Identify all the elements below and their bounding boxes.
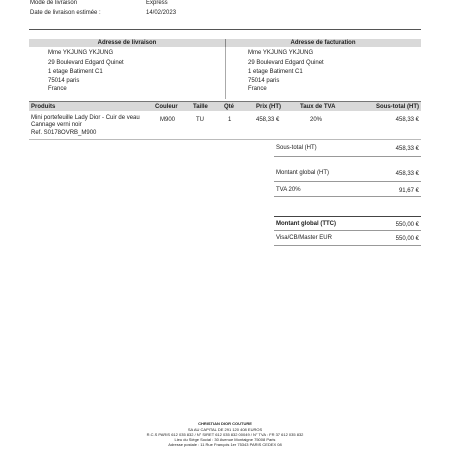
delivery-address-title: Adresse de livraison [97, 40, 157, 46]
product-color: M900 [160, 117, 176, 123]
delivery-extra: 1 etage Batiment C1 [48, 69, 103, 75]
delivery-name: Mme YKJUNG YKJUNG [48, 50, 114, 56]
address-column-divider [225, 47, 226, 99]
global-ht-rule [274, 181, 421, 182]
col-qty: Qté [224, 104, 235, 110]
billing-name: Mme YKJUNG YKJUNG [248, 50, 314, 56]
delivery-country: France [48, 86, 67, 92]
col-subtotal: Sous-total (HT) [376, 104, 419, 110]
delivery-date-label: Date de livraison estimée : [30, 10, 101, 16]
subtotal-value: 458,33 € [395, 146, 419, 152]
footer-company: CHRISTIAN DIOR COUTURE [198, 421, 252, 426]
tva-value: 91,67 € [398, 188, 419, 194]
product-subtotal: 458,33 € [395, 117, 419, 123]
footer-postal: Adresse postale : 11 Rue François 1er 75343 PARIS CEDEX 08 [168, 442, 282, 447]
payment-method-label: Visa/CB/Master EUR [276, 235, 332, 241]
product-name-line2: Cannage verni noir [31, 122, 82, 128]
product-size: TU [196, 117, 204, 123]
col-price: Prix (HT) [256, 104, 282, 110]
payment-method-value: 550,00 € [395, 236, 419, 242]
subtotal-label: Sous-total (HT) [276, 145, 317, 151]
delivery-mode-value: Express [146, 0, 168, 6]
global-ht-value: 458,33 € [395, 171, 419, 177]
delivery-date-value: 14/02/2023 [146, 10, 177, 16]
tva-label: TVA 20% [276, 187, 301, 193]
payment-rule [274, 245, 421, 246]
col-product: Produits [31, 104, 56, 110]
col-size: Taille [193, 104, 208, 110]
footer-seat: Lieu du Siège Social : 30 Avenue Montaigne 75008 Paris [174, 437, 276, 442]
product-qty: 1 [228, 117, 232, 123]
delivery-mode-label: Mode de livraison [30, 0, 78, 6]
product-vat-rate: 20% [310, 117, 323, 123]
footer-rcs: R.C.S PARIS 612 035 832 / N° SIRET 612 035 832 00049 / N° TVA : FR 37 612 035 832 [146, 432, 304, 437]
tva-rule [274, 196, 421, 197]
global-ht-label: Montant global (HT) [276, 170, 330, 176]
global-ttc-label: Montant global (TTC) [276, 221, 336, 227]
billing-extra: 1 etage Batiment C1 [248, 69, 303, 75]
product-price: 458,33 € [256, 117, 280, 123]
col-vat-rate: Taux de TVA [300, 104, 336, 110]
col-color: Couleur [155, 104, 178, 110]
billing-city: 75014 paris [248, 78, 280, 84]
global-ttc-value: 550,00 € [395, 222, 419, 228]
product-name-line1: Mini portefeuille Lady Dior - Cuir de veau [31, 115, 140, 121]
billing-address-title: Adresse de facturation [290, 40, 356, 46]
global-ttc-rule [274, 230, 421, 231]
table-bottom-rule [29, 139, 421, 140]
delivery-street: 29 Boulevard Edgard Quinet [48, 60, 124, 66]
delivery-city: 75014 paris [48, 78, 80, 84]
billing-country: France [248, 86, 267, 92]
subtotal-rule [274, 156, 421, 157]
ttc-top-rule [274, 216, 421, 217]
product-ref: Ref. S0178OVRB_M900 [31, 130, 97, 136]
footer-capital: SA AU CAPITAL DE 291 120 408 EUROS [187, 427, 263, 432]
top-rule [29, 29, 421, 30]
billing-street: 29 Boulevard Edgard Quinet [248, 60, 324, 66]
